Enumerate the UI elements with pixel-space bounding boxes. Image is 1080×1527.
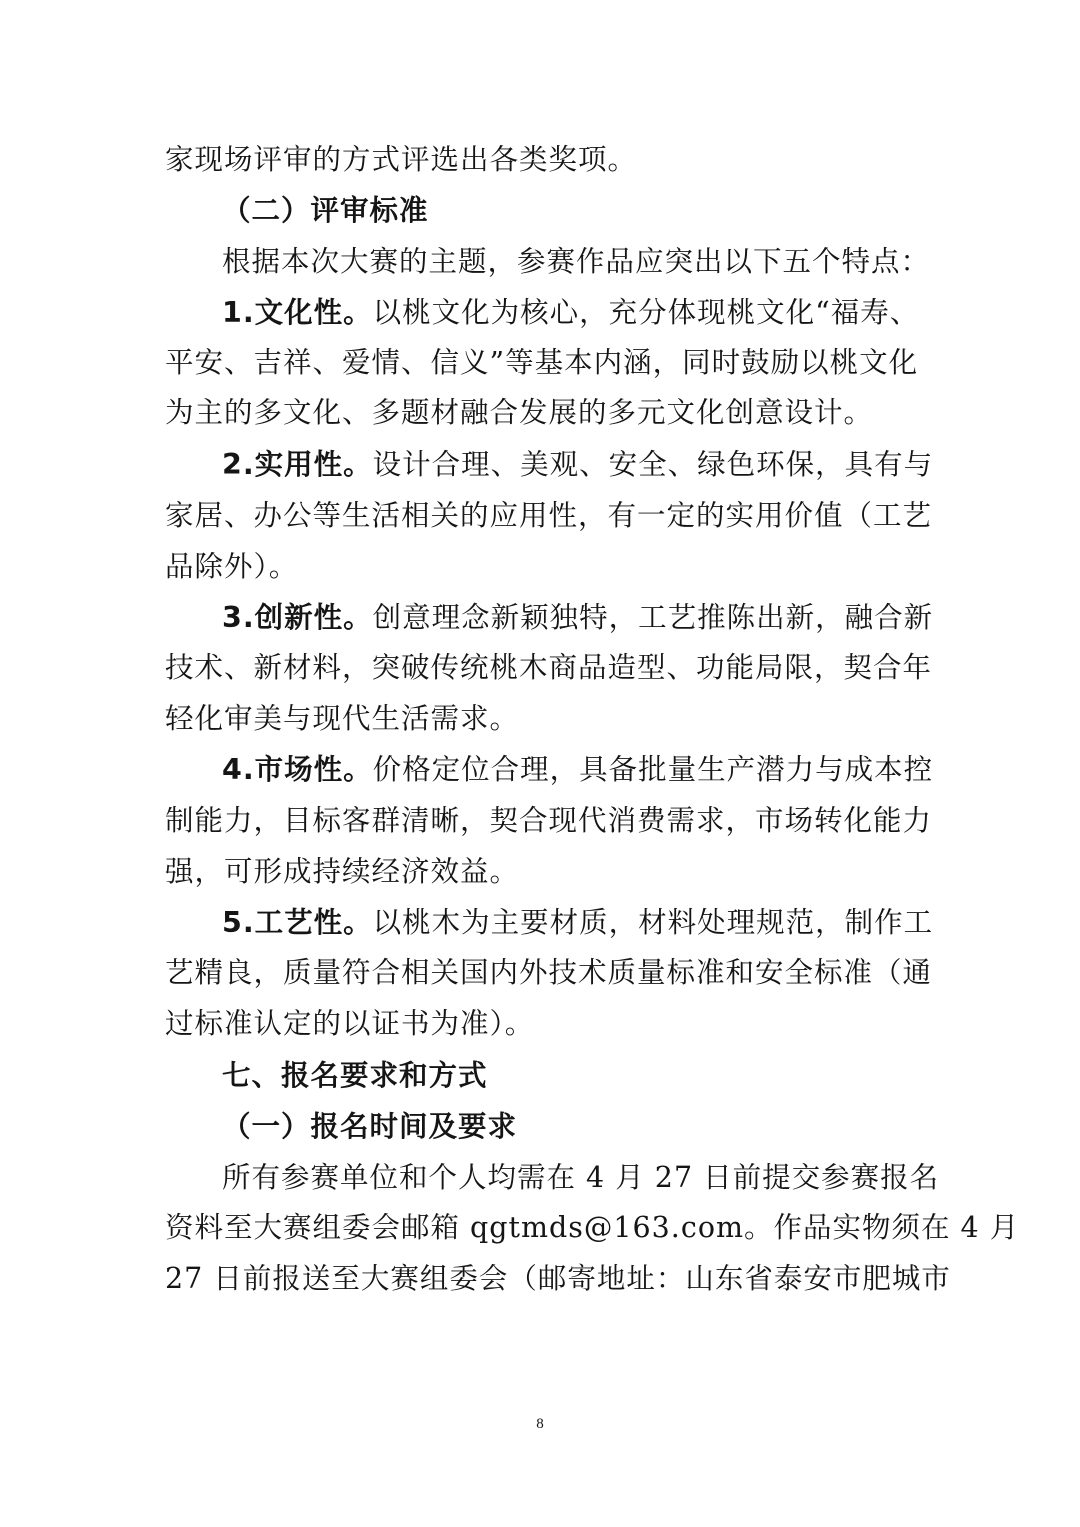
text-line: 艺精良，质量符合相关国内外技术质量标准和安全标准（通 (165, 956, 933, 989)
text-line: 平安、吉祥、爱情、信义”等基本内涵，同时鼓励以桃文化 (165, 346, 919, 379)
text-line: 家现场评审的方式评选出各类奖项。 (165, 143, 638, 176)
text-line: 制能力，目标客群清晰，契合现代消费需求，市场转化能力 (165, 804, 933, 837)
criterion-3-line (222, 596, 934, 640)
criterion-2-text: 设计合理、美观、安全、绿色环保，具有与 (372, 448, 934, 481)
criterion-1-title: 1.文化性。 (222, 296, 373, 329)
text-line: 过标准认定的以证书为准）。 (165, 1007, 535, 1040)
text-line: 家居、办公等生活相关的应用性，有一定的实用价值（工艺 (165, 499, 933, 532)
criterion-2-title: 2.实用性。 (222, 448, 373, 481)
text-line: 品除外）。 (165, 550, 299, 583)
criterion-3-text: 创意理念新颖独特，工艺推陈出新，融合新 (372, 601, 934, 634)
criterion-5-line (222, 901, 934, 945)
criterion-5-text: 以桃木为主要材质，材料处理规范，制作工 (372, 906, 934, 939)
text-line: 根据本次大赛的主题，参赛作品应突出以下五个特点： (222, 245, 931, 278)
criterion-4-text: 价格定位合理，具备批量生产潜力与成本控 (372, 753, 934, 786)
criterion-3-title: 3.创新性。 (222, 601, 373, 634)
subheading-registration-time: （一）报名时间及要求 (222, 1110, 518, 1143)
text-line: 27 日前报送至大赛组委会（邮寄地址：山东省泰安市肥城市 (165, 1262, 951, 1295)
criterion-2-line (222, 443, 934, 487)
text-line: 资料至大赛组委会邮箱 qgtmds@163.com。作品实物须在 4 月 (165, 1211, 1020, 1244)
criterion-1-text: 以桃文化为核心，充分体现桃文化“福寿、 (372, 296, 920, 329)
section-heading-registration: 七、报名要求和方式 (222, 1059, 488, 1092)
subheading-review-criteria: （二）评审标准 (222, 194, 429, 227)
text-line: 为主的多文化、多题材融合发展的多元文化创意设计。 (165, 396, 874, 429)
criterion-4-title: 4.市场性。 (222, 753, 373, 786)
text-line: 所有参赛单位和个人均需在 4 月 27 日前提交参赛报名 (222, 1161, 940, 1194)
text-line: 强，可形成持续经济效益。 (165, 855, 520, 888)
criterion-5-title: 5.工艺性。 (222, 906, 373, 939)
text-line: 技术、新材料，突破传统桃木商品造型、功能局限，契合年 (165, 651, 933, 684)
criterion-1-line (222, 291, 920, 335)
text-line: 轻化审美与现代生活需求。 (165, 702, 520, 735)
criterion-4-line (222, 748, 934, 792)
page-number: 8 (536, 1416, 544, 1432)
